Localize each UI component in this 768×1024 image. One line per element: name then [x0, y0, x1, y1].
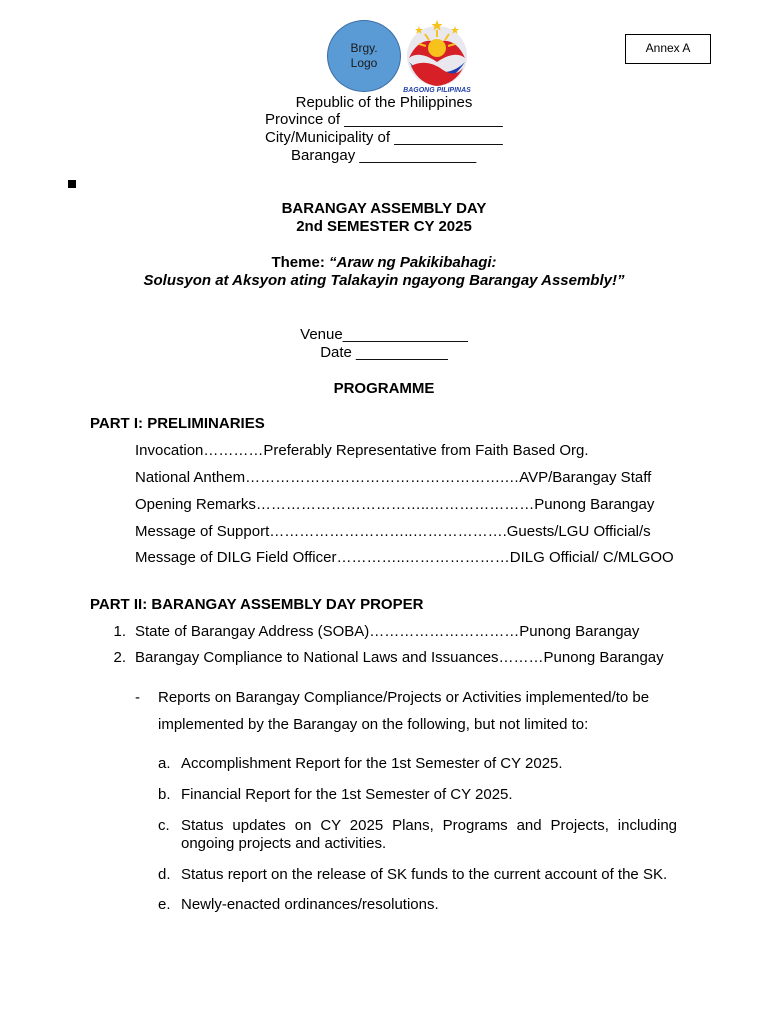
part2-heading: PART II: BARANGAY ASSEMBLY DAY PROPER	[90, 596, 424, 613]
republic-line: Republic of the Philippines	[295, 94, 473, 111]
part2-item2-number: 2.	[113, 649, 126, 666]
bagong-pilipinas-text: BAGONG PILIPINAS	[403, 87, 471, 94]
reports-text-line2: implemented by the Barangay on the following, but not limited to:	[158, 716, 589, 733]
bagong-pilipinas-emblem-icon	[397, 18, 477, 98]
sub-item-e-letter: e.	[158, 896, 171, 913]
sub-item-e-text: Newly-enacted ordinances/resolutions.	[181, 896, 439, 913]
part1-item-message-of-support: Message of Support………………………..……………….Guests/LGU Official/s	[135, 523, 651, 540]
part1-item-invocation: Invocation…………Preferably Representative from Faith Based Org.	[135, 442, 589, 459]
part1-item-national-anthem: National Anthem…………………………………………….…AVP/Barangay Staff	[135, 469, 652, 486]
brgy-logo-text-line1: Brgy.	[350, 41, 378, 55]
part1-heading: PART I: PRELIMINARIES	[90, 415, 265, 432]
sub-item-c-letter: c.	[158, 817, 170, 834]
brgy-logo-text-line2: Logo	[350, 56, 378, 70]
theme-text-line2: Solusyon at Aksyon ating Talakayin ngayong Barangay Assembly!”	[143, 272, 625, 289]
sub-item-a-text: Accomplishment Report for the 1st Semester of CY 2025.	[181, 755, 563, 772]
sub-item-b-letter: b.	[158, 786, 171, 803]
programme-heading: PROGRAMME	[333, 380, 435, 397]
reports-text-line1: Reports on Barangay Compliance/Projects or Activities implemented/to be	[158, 689, 650, 706]
reports-dash: -	[135, 689, 140, 706]
date-line: Date ___________	[320, 344, 448, 361]
bagong-pilipinas-logo	[397, 18, 477, 98]
barangay-logo-placeholder	[327, 20, 401, 92]
theme-text-line1: “Araw ng Pakikibahagi:	[328, 254, 497, 271]
part2-item1-text: State of Barangay Address (SOBA)…………………………Punong Barangay	[135, 623, 640, 640]
sub-item-a-letter: a.	[158, 755, 171, 772]
sub-item-d-letter: d.	[158, 866, 171, 883]
theme-label: Theme:	[271, 254, 329, 271]
sub-item-d-text: Status report on the release of SK funds to the current account of the SK.	[181, 866, 668, 883]
city-line: City/Municipality of _____________	[265, 129, 503, 146]
province-line: Province of ___________________	[265, 111, 503, 128]
venue-line: Venue_______________	[300, 326, 468, 343]
sub-item-c-text-line2: ongoing projects and activities.	[181, 835, 387, 852]
part2-item2-text: Barangay Compliance to National Laws and Issuances………Punong Barangay	[135, 649, 664, 666]
theme-line1	[0, 254, 768, 271]
part1-item-dilg-message: Message of DILG Field Officer…………..…………………DILG Official/ C/MLGOO	[135, 549, 674, 566]
part2-item1-number: 1.	[113, 623, 126, 640]
annex-label: Annex A	[625, 34, 711, 64]
sub-item-b-text: Financial Report for the 1st Semester of CY 2025.	[181, 786, 513, 803]
sub-item-c-text-line1: Status updates on CY 2025 Plans, Programs and Projects, including	[181, 817, 677, 834]
assembly-title: BARANGAY ASSEMBLY DAY	[281, 200, 487, 217]
bullet-square-icon	[68, 180, 76, 188]
barangay-line: Barangay ______________	[291, 147, 477, 164]
semester-title: 2nd SEMESTER CY 2025	[296, 218, 472, 235]
part1-item-opening-remarks: Opening Remarks……………………………..…………………Punong Barangay	[135, 496, 655, 513]
